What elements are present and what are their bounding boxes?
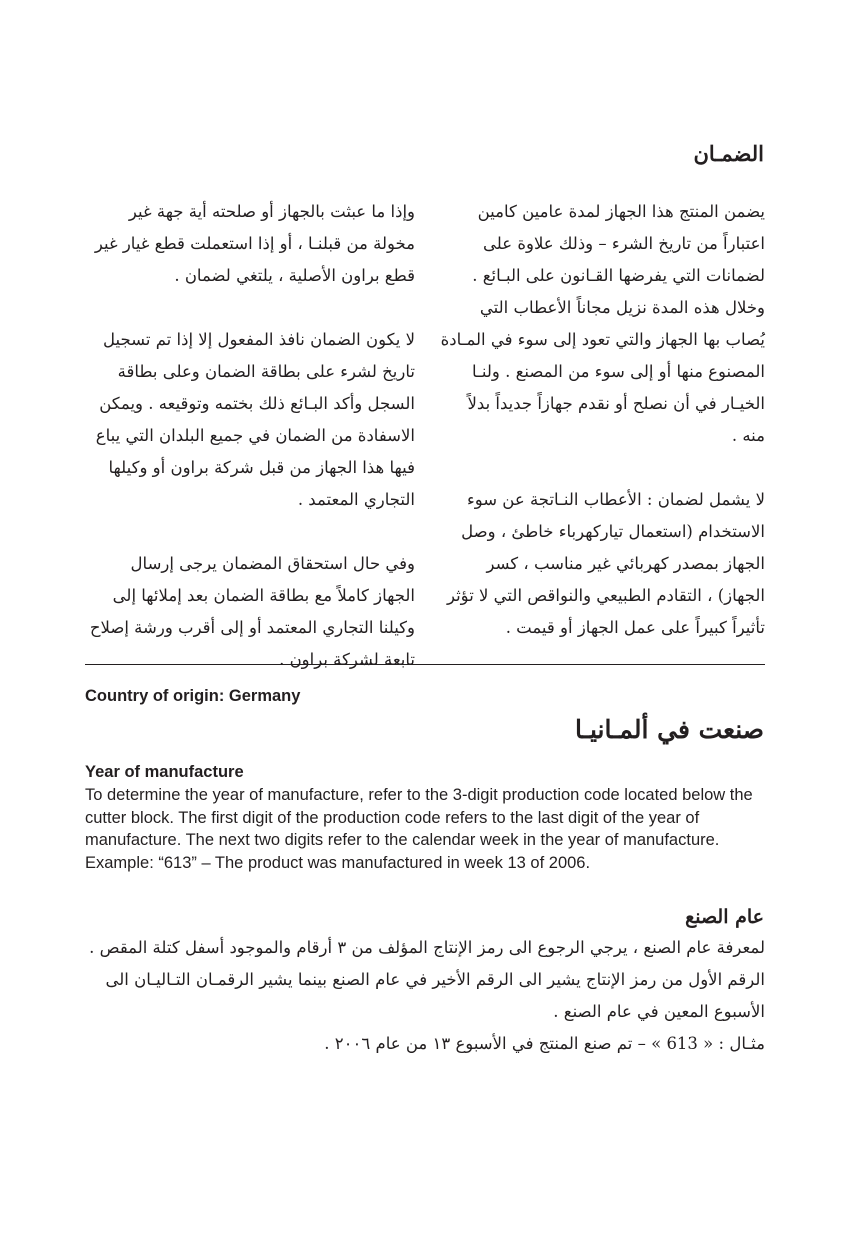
country-of-origin-ar: صنعت في ألمـانيـا: [575, 715, 764, 744]
country-of-origin-en: Country of origin: Germany: [85, 687, 301, 705]
year-of-manufacture-body-en: [85, 784, 775, 874]
warranty-paragraph: يضمن المنتج هذا الجهاز لمدة عامين كامين اعتباراً من تاريخ الشرء – وذلك علاوة على لضمانات التي يفرضها القـانون على البـائع . وخلال هذه المدة نزيل مجاناً الأعطاب التي يُصاب بها الجهاز والتي تعود إلى سوء في المـادة المصنوع منها أو إلى سوء من المصنع . ولنـا الخيـار في أن نصلح أو نقدم جهازاً جديداً بدلاً منه .: [440, 202, 765, 445]
section-divider: [85, 664, 765, 665]
warranty-paragraph: وإذا ما عبثت بالجهاز أو صلحته أية جهة غير مخولة من قبلنـا ، أو إذا استعملت قطع غيار غير قطع براون الأصلية ، يلتغي لضمان .: [94, 202, 415, 285]
warranty-title: الضمـان: [693, 141, 764, 166]
warranty-paragraph: لا يكون الضمان نافذ المفعول إلا إذا تم تسجيل تاريخ لشرء على بطاقة الضمان وعلى بطاقة السجل وأكد البـائع ذلك بختمه وتوقيعه . ويمكن الاسفادة من الضمان في جميع البلدان التي يباع فيها هذا الجهاز من قبل شركة براون أو وكيلها التجاري المعتمد .: [95, 330, 415, 509]
year-of-manufacture-example-ar: مثـال : « 613 » – تم صنع المنتج في الأسبوع ١٣ من عام ٢٠٠٦ .: [324, 1034, 765, 1053]
year-of-manufacture-title-ar: عام الصنع: [685, 906, 764, 928]
warranty-right-column: [440, 196, 765, 644]
year-of-manufacture-title-en: Year of manufacture: [85, 763, 244, 781]
year-of-manufacture-text-ar: لمعرفة عام الصنع ، يرجي الرجوع الى رمز الإنتاج المؤلف من ٣ أرقام والموجود أسفل كتلة المقص . الرقم الأول من رمز الإنتاج يشير الى الرقم الأخير في عام الصنع بينما يشير الرقمـان التـاليـان الى الأسبوع المعين في عام الصنع .: [89, 938, 765, 1021]
warranty-left-column: [85, 196, 415, 676]
year-of-manufacture-example-en: Example: “613” – The product was manufactured in week 13 of 2006.: [85, 853, 591, 872]
warranty-paragraph: وفي حال استحقاق المضمان يرجى إرسال الجهاز كاملاً مع بطاقة الضمان بعد إملائها إلى وكيلنا التجاري المعتمد أو إلى أقرب ورشة إصلاح تابعة لشركة براون .: [89, 554, 415, 669]
year-of-manufacture-text-en: To determine the year of manufacture, refer to the 3-digit production code located below the cutter block. The first digit of the production code refers to the last digit of the year of manufacture. The next two digits refer to the calendar week in the year of manufacture.: [85, 786, 753, 849]
year-of-manufacture-body-ar: [85, 932, 765, 1060]
warranty-paragraph: لا يشمل لضمان : الأعطاب النـاتجة عن سوء الاستخدام (استعمال تياركهرباء خاطئ ، وصل الجهاز بمصدر كهربائي غير مناسب ، كسر الجهاز) ، التقادم الطبيعي والنواقص التي لا تؤثر تأثيراً كبيراً على عمل الجهاز أو قيمت .: [446, 490, 765, 637]
